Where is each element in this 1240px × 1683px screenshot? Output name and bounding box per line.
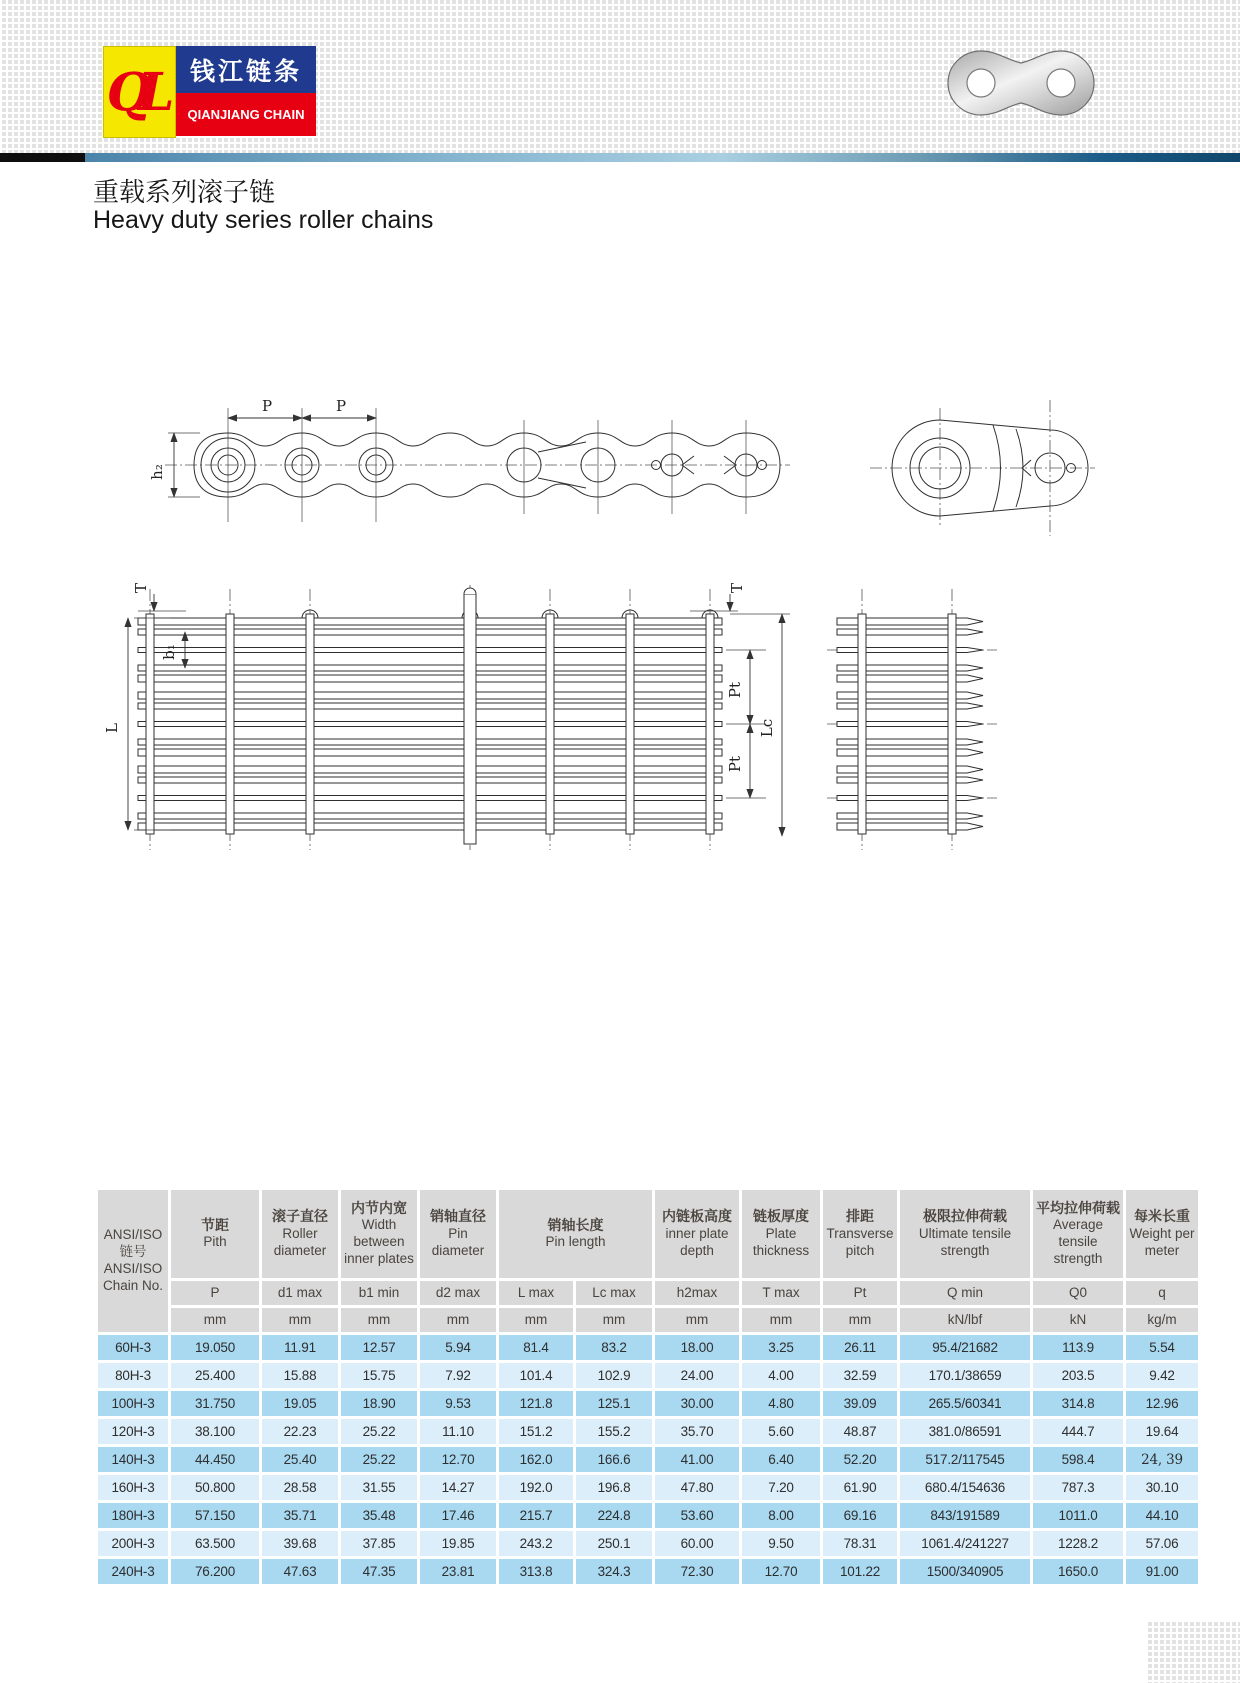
corner-dots-decoration (1146, 1622, 1240, 1683)
col-header-pitch: 节距 Pith (171, 1190, 259, 1278)
technical-drawings (90, 380, 1160, 850)
table-row: 180H-3 57.150 35.71 35.48 17.46 215.7 224.8 53.60 8.00 69.16 843/191589 1011.0 44.10 (98, 1503, 1198, 1528)
col-header-roller-diameter: 滚子直径 Roller diameter (262, 1190, 338, 1278)
dim-label-h2: h₂ (148, 464, 166, 480)
chain-side-view-drawing (148, 397, 790, 522)
dim-label-lc: Lc (758, 718, 776, 738)
dim-label-p2: P (336, 397, 347, 415)
table-row: 60H-3 19.050 11.91 12.57 5.94 81.4 83.2 18.00 3.25 26.11 95.4/21682 113.9 5.54 (98, 1335, 1198, 1360)
logo-monogram: QL (106, 61, 161, 123)
symbols-row: P d1 max b1 min d2 max L max Lc max h2max T max Pt Q min Q0 q (98, 1281, 1198, 1305)
page-title-en: Heavy duty series roller chains (93, 206, 434, 234)
header-rule (0, 153, 1240, 162)
link-plate-detail-drawing (870, 400, 1095, 536)
col-header-ultimate-tensile: 极限拉伸荷载 Ultimate tensile strength (900, 1190, 1030, 1278)
company-logo (103, 46, 316, 136)
dim-label-l: L (103, 723, 121, 733)
dim-label-pt1: Pt (726, 681, 744, 699)
dim-label-b1: b₁ (160, 644, 178, 660)
logo-monogram-box (103, 46, 176, 138)
table-row: 140H-3 44.450 25.40 25.22 12.70 162.0 166.6 41.00 6.40 52.20 517.2/117545 598.4 24, 39 (98, 1447, 1198, 1472)
col-header-pin-diameter: 销轴直径 Pin diameter (420, 1190, 496, 1278)
col-header-average-tensile: 平均拉伸荷载 Average tensile strength (1033, 1190, 1123, 1278)
table-row: 80H-3 25.400 15.88 15.75 7.92 101.4 102.9 24.00 4.00 32.59 170.1/38659 203.5 9.42 (98, 1363, 1198, 1388)
col-header-transverse-pitch: 排距 Transverse pitch (823, 1190, 897, 1278)
header-band (0, 0, 1240, 153)
dim-label-t-left: T (132, 582, 150, 594)
col-header-plate-thickness: 链板厚度 Plate thickness (742, 1190, 820, 1278)
dim-label-pt2: Pt (726, 755, 744, 773)
table-row: 100H-3 31.750 19.05 18.90 9.53 121.8 125.1 30.00 4.80 39.09 265.5/60341 314.8 12.96 (98, 1391, 1198, 1416)
dim-label-p1: P (262, 397, 273, 415)
col-header-inner-width: 内节内宽 Width between inner plates (341, 1190, 417, 1278)
col-header-weight: 每米长重 Weight per meter (1126, 1190, 1198, 1278)
chain-plan-view-drawing (103, 583, 790, 850)
chain-end-view-drawing (827, 589, 997, 850)
page-title-cn: 重载系列滚子链 (93, 177, 276, 207)
table-row: 120H-3 38.100 22.23 25.22 11.10 151.2 155.2 35.70 5.60 48.87 381.0/86591 444.7 19.64 (98, 1419, 1198, 1444)
rule-blue-gradient (85, 153, 1240, 162)
rule-black-segment (0, 153, 85, 162)
units-row: mm mm mm mm mm mm mm mm mm kN/lbf kN kg/m (98, 1308, 1198, 1332)
spec-table (95, 1187, 1201, 1587)
table-row: 160H-3 50.800 28.58 31.55 14.27 192.0 196.8 47.80 7.20 61.90 680.4/154636 787.3 30.10 (98, 1475, 1198, 1500)
table-row: 200H-3 63.500 39.68 37.85 19.85 243.2 250.1 60.00 9.50 78.31 1061.4/241227 1228.2 57.06 (98, 1531, 1198, 1556)
logo-brand-cn: 钱江链条 (176, 46, 316, 93)
logo-brand-en: QIANJIANG CHAIN (176, 93, 316, 136)
col-header-pin-length: 销轴长度 Pin length (499, 1190, 652, 1278)
col-header-plate-depth: 内链板高度 inner plate depth (655, 1190, 739, 1278)
table-row: 240H-3 76.200 47.63 47.35 23.81 313.8 324.3 72.30 12.70 101.22 1500/340905 1650.0 91.00 (98, 1559, 1198, 1584)
dim-label-t-right: T (728, 582, 746, 594)
chain-plate-photo (945, 48, 1097, 118)
col-header-chain-no: ANSI/ISO 链号 ANSI/ISO Chain No. (98, 1190, 168, 1332)
